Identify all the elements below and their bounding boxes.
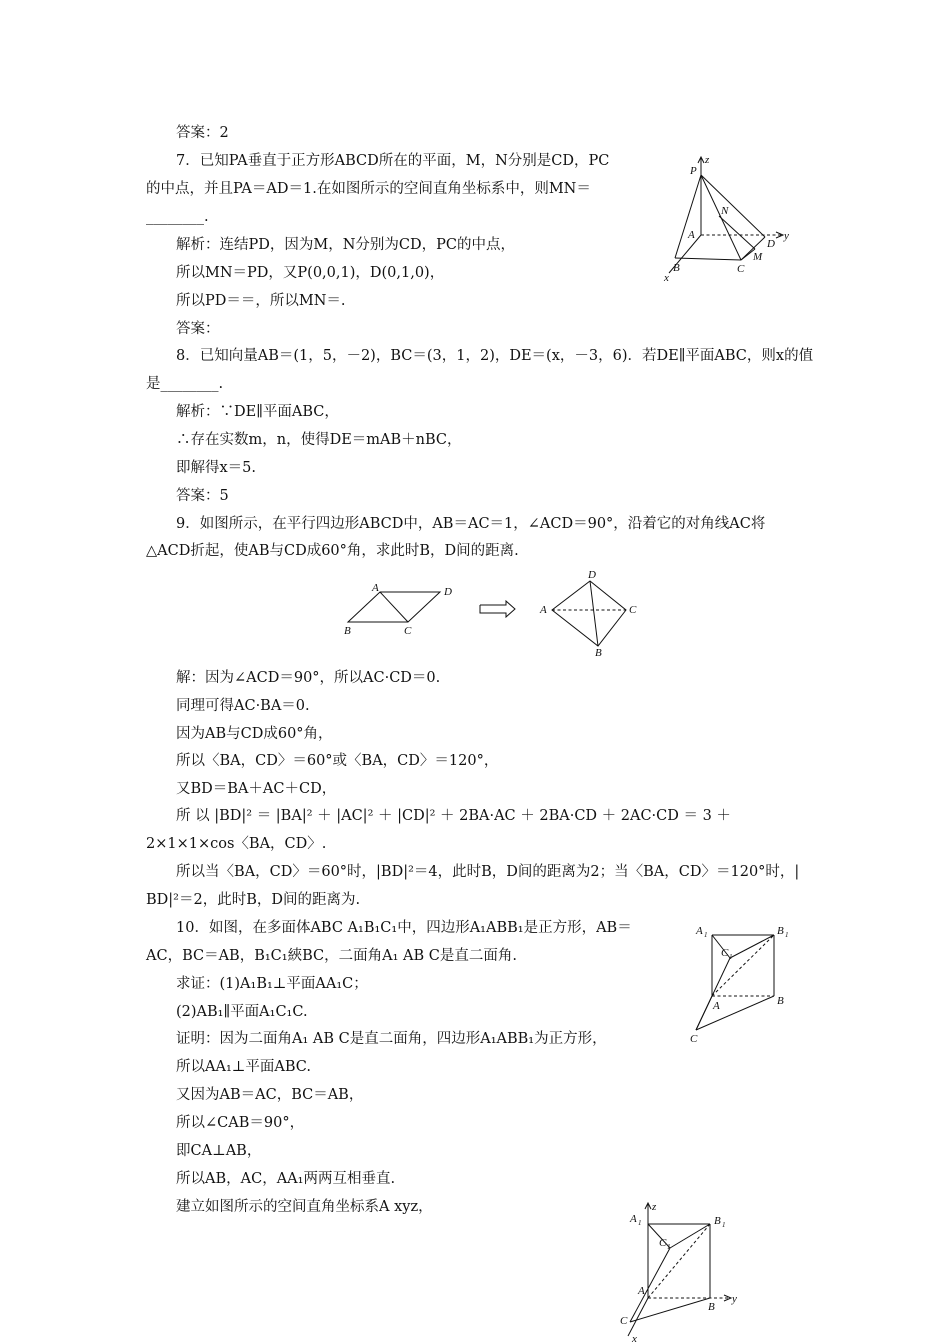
svg-text:A: A bbox=[630, 1213, 637, 1225]
svg-text:1: 1 bbox=[729, 953, 733, 961]
svg-text:A: A bbox=[372, 582, 379, 594]
svg-text:1: 1 bbox=[667, 1243, 671, 1251]
svg-text:D: D bbox=[767, 238, 775, 250]
q9-sol-4: 所以〈BA，CD〉＝60°或〈BA，CD〉＝120°， bbox=[176, 753, 499, 769]
q7-answer: 答案： bbox=[176, 321, 220, 337]
svg-text:y: y bbox=[784, 230, 789, 242]
q10-proof-5: 即CA⊥AB， bbox=[176, 1143, 262, 1159]
q7-line-1: 7．已知PA垂直于正方形ABCD所在的平面，M，N分别是CD，PC bbox=[176, 153, 610, 169]
svg-text:C: C bbox=[404, 625, 412, 637]
svg-text:B: B bbox=[777, 995, 784, 1007]
fold-arrow bbox=[478, 600, 518, 618]
figure-pyramid-coordinate bbox=[655, 150, 795, 285]
svg-text:1: 1 bbox=[722, 1221, 726, 1229]
q7-analysis-2: 所以MN＝PD，又P(0,0,1)，D(0,1,0)， bbox=[176, 265, 445, 281]
q10-proof-2: 所以AA₁⊥平面ABC. bbox=[176, 1059, 311, 1075]
q8-analysis-2: ∴存在实数m，n，使得DE＝mAB＋nBC， bbox=[176, 432, 462, 448]
q10-line-1: 10．如图，在多面体ABC A₁B₁C₁中，四边形A₁ABB₁是正方形，AB＝ bbox=[176, 920, 632, 936]
svg-text:P: P bbox=[690, 165, 697, 177]
figure-polyhedron bbox=[688, 920, 798, 1050]
svg-text:C: C bbox=[721, 947, 729, 959]
q9-sol-8: 所以当〈BA，CD〉＝60°时，|BD|²＝4，此时B，D间的距离为2；当〈BA，CD〉＝120°时，| bbox=[176, 864, 800, 880]
svg-text:A: A bbox=[696, 925, 703, 937]
q9-sol-3: 因为AB与CD成60°角， bbox=[176, 726, 333, 742]
svg-text:x: x bbox=[632, 1333, 637, 1344]
q7-analysis-3: 所以PD＝＝，所以MN＝. bbox=[176, 293, 346, 309]
figure-parallelogram bbox=[340, 580, 465, 640]
svg-text:A: A bbox=[713, 1000, 720, 1012]
figure-polyhedron-coordinate bbox=[618, 1198, 758, 1344]
svg-text:M: M bbox=[753, 251, 763, 263]
svg-text:1: 1 bbox=[638, 1219, 642, 1227]
q9-sol-5: 又BD＝BA＋AC＋CD， bbox=[176, 781, 337, 797]
svg-text:N: N bbox=[721, 205, 729, 217]
q8-line-2: 是________. bbox=[146, 376, 224, 392]
q9-sol-7: 2×1×1×cos〈BA，CD〉. bbox=[146, 836, 327, 852]
q9-line-1: 9．如图所示，在平行四边形ABCD中，AB＝AC＝1，∠ACD＝90°，沿着它的对角线AC将 bbox=[176, 516, 766, 532]
svg-text:B: B bbox=[595, 647, 602, 658]
q10-proof-4: 所以∠CAB＝90°， bbox=[176, 1115, 305, 1131]
q10-proof-1: 证明：因为二面角A₁ AB C是直二面角，四边形A₁ABB₁为正方形， bbox=[176, 1031, 607, 1047]
svg-text:z: z bbox=[652, 1201, 657, 1213]
q10-prove-2: (2)AB₁∥平面A₁C₁C. bbox=[176, 1004, 308, 1020]
svg-text:C: C bbox=[737, 263, 745, 275]
q10-prove-1: 求证：(1)A₁B₁⊥平面AA₁C； bbox=[176, 976, 368, 992]
q7-blank: ________. bbox=[146, 209, 209, 225]
svg-text:B: B bbox=[777, 925, 784, 937]
q9-sol-2: 同理可得AC·BA＝0. bbox=[176, 698, 310, 714]
svg-text:D: D bbox=[444, 586, 452, 598]
q7-line-2: 的中点，并且PA＝AD＝1.在如图所示的空间直角坐标系中，则MN＝ bbox=[146, 181, 591, 197]
svg-text:A: A bbox=[540, 604, 547, 616]
q8-answer: 答案：5 bbox=[176, 488, 229, 504]
svg-text:1: 1 bbox=[785, 931, 789, 939]
q8-analysis-3: 即解得x＝5. bbox=[176, 460, 257, 476]
q7-analysis-1: 解析：连结PD，因为M，N分别为CD，PC的中点， bbox=[176, 237, 515, 253]
svg-text:B: B bbox=[673, 262, 680, 274]
svg-text:C: C bbox=[629, 604, 637, 616]
answer-6: 答案：2 bbox=[176, 125, 229, 141]
svg-text:C: C bbox=[690, 1033, 698, 1045]
svg-text:y: y bbox=[732, 1293, 737, 1305]
svg-text:B: B bbox=[708, 1301, 715, 1313]
svg-text:x: x bbox=[664, 272, 669, 284]
q10-proof-3: 又因为AB＝AC，BC＝AB， bbox=[176, 1087, 364, 1103]
q9-line-2: △ACD折起，使AB与CD成60°角，求此时B，D间的距离. bbox=[146, 543, 519, 559]
q10-proof-7: 建立如图所示的空间直角坐标系A xyz， bbox=[176, 1199, 433, 1215]
q8-analysis-1: 解析：∵DE∥平面ABC， bbox=[176, 404, 339, 420]
q10-line-2: AC，BC＝AB，B₁C₁綊BC，二面角A₁ AB C是直二面角. bbox=[146, 948, 517, 964]
svg-text:B: B bbox=[344, 625, 351, 637]
svg-text:B: B bbox=[714, 1215, 721, 1227]
svg-text:D: D bbox=[588, 569, 596, 581]
q9-sol-1: 解：因为∠ACD＝90°，所以AC·CD＝0. bbox=[176, 670, 441, 686]
q8-line-1: 8．已知向量AB＝(1，5，－2)，BC＝(3，1，2)，DE＝(x，－3，6)．若DE∥平面ABC，则x的值 bbox=[176, 348, 814, 364]
svg-text:z: z bbox=[705, 154, 710, 166]
svg-text:A: A bbox=[638, 1285, 645, 1297]
svg-text:C: C bbox=[620, 1315, 628, 1327]
figure-folded-tetrahedron bbox=[534, 566, 644, 658]
svg-text:C: C bbox=[659, 1237, 667, 1249]
q9-sol-6: 所 以 |BD|² ＝ |BA|² ＋ |AC|² ＋ |CD|² ＋ 2BA·AC ＋ 2BA·CD ＋ 2AC·CD ＝ 3 ＋ bbox=[176, 808, 731, 824]
svg-text:A: A bbox=[688, 229, 695, 241]
svg-text:1: 1 bbox=[704, 931, 708, 939]
q9-sol-9: BD|²＝2，此时B，D间的距离为. bbox=[146, 892, 361, 908]
q10-proof-6: 所以AB，AC，AA₁两两互相垂直. bbox=[176, 1171, 396, 1187]
